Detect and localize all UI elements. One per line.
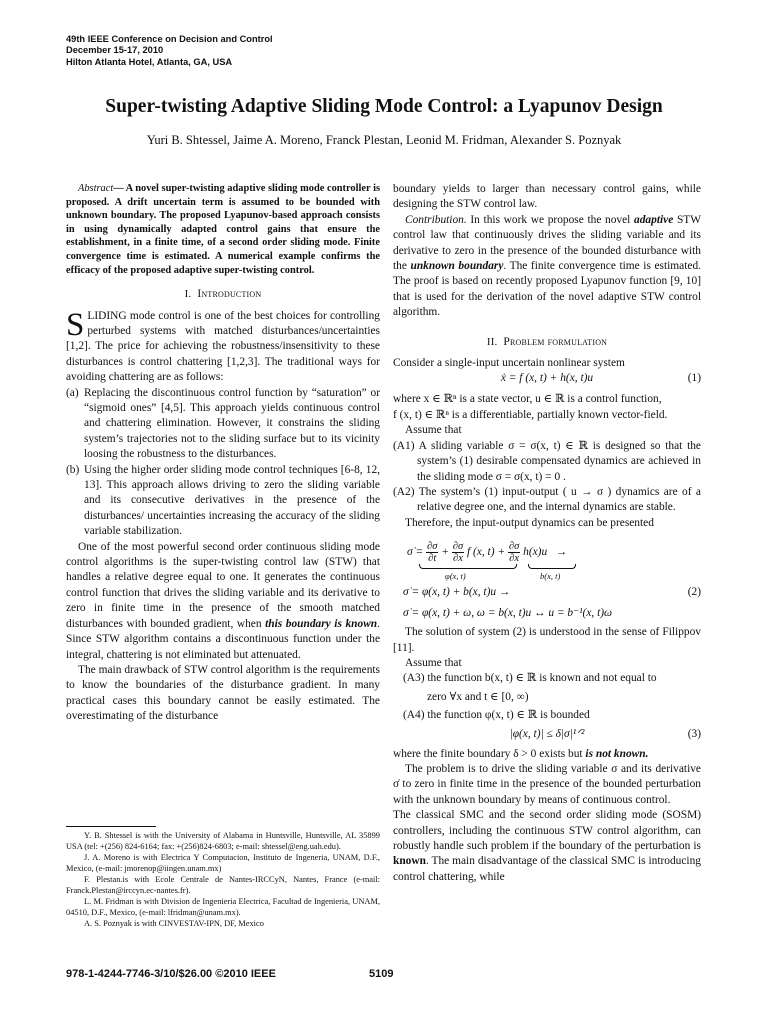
conference-header	[66, 34, 273, 68]
abstract-text: A novel super-twisting adaptive sliding mode controller is proposed. A drift uncertain term is assumed to be bounded with unknown boundary. The proposed Lyapunov-based approach consists in using dynamically adapted control gains that ensure the establishment, in a finite time, of a second order sliding mode. Finite convergence time is estimated. A numerical example confirms the efficacy of the proposed adaptive super-twisting control.	[66, 183, 380, 276]
where-line-1: where x ∈ ℝⁿ is a state vector, u ∈ ℝ is a control function,	[393, 393, 662, 406]
contribution-text-c: STW control law that continuously drives the sliding variable and its derivative to zero in the presence of the bounded disturbance with the	[393, 213, 701, 273]
footnote-plestan: F. Plestan.is with Ecole Centrale de Nantes-IRCCyN, Nantes, France (e-mail: Franck.Plestan@irccyn.ec-nantes.fr).	[66, 875, 380, 895]
fraction-dsigma-dt: $\frac{\partial\sigma}{\partial t}$	[427, 541, 438, 565]
equation-2-lhs: σ̇ =	[407, 546, 424, 559]
underbrace-b	[528, 564, 576, 569]
equation-2-body: σ̇ = φ(x, t) + b(x, t)u →	[403, 586, 511, 599]
section-title: Introduction	[197, 288, 262, 301]
footnote-shtessel: Y. B. Shtessel is with the University of Alabama in Huntsville, Huntsville, AL 35899 USA (tel: +(256) 824-6164; fax: +(256)824-6803; e-mail: shtessel@eng.uah.edu).	[66, 831, 380, 851]
section-heading-problem	[393, 335, 701, 350]
contribution-lead: Contribution.	[405, 213, 467, 226]
abstract-lead: Abstract	[78, 183, 114, 194]
footnote-poznyak: A. S. Poznyak is with CINVESTAV-IPN, DF, Mexico	[84, 919, 264, 928]
conference-venue: Hilton Atlanta Hotel, Atlanta, GA, USA	[66, 56, 233, 67]
equation-1-body: ẋ = f (x, t) + h(x, t)u	[500, 372, 594, 385]
underbrace-phi	[419, 564, 517, 569]
conference-dates: December 15-17, 2010	[66, 45, 164, 56]
equation-2-expanded-body: σ̇ = $\frac{\partial\sigma}{\partial t}$ + $\frac{\partial\sigma}{\partial x}$ f (x, t) + $\frac{\partial\sigma}{\partial x}$ h(x)u →	[407, 541, 568, 565]
contribution-emphasis-unknown: unknown boundary	[410, 260, 504, 273]
assumption-a3-line-1: (A3) the function b(x, t) ∈ ℝ is known and not equal to	[403, 672, 657, 685]
classical-emphasis-known: known	[393, 855, 426, 868]
underbrace-phi-label: φ(x, t)	[445, 571, 466, 582]
equation-1-number: (1)	[687, 372, 701, 385]
equation-3-body: |φ(x, t)| ≤ δ|σ|¹ᐟ²	[509, 727, 585, 740]
equation-3	[393, 727, 701, 744]
equation-3-number: (3)	[687, 727, 701, 740]
assume-2: Assume that	[405, 656, 462, 669]
intro-paragraph-1	[66, 306, 380, 386]
intro-paragraph-3: The main drawback of STW control algorithm is the requirements to know the boundaries of the disturbance gradient. In many practical cases this boundary cannot be easily estimated. The overestimating of the disturbance	[66, 663, 380, 723]
assumption-a1: (A1) A sliding variable σ = σ(x, t) ∈ ℝ is designed so that the system’s (1) desirable compensated dynamics are achieved in the sliding mode σ = σ(x, t) = 0 .	[393, 439, 701, 483]
solution-paragraph: The solution of system (2) is understood in the sense of Filippov [11].	[393, 626, 701, 654]
right-paragraph-1: boundary yields to larger than necessary control gains, while designing the STW control law.	[393, 183, 701, 211]
classical-text-c: . The main disadvantage of the classical SMC is introducing control chattering, while	[393, 855, 701, 883]
where-boundary-line	[393, 747, 701, 762]
contribution-emphasis-adaptive: adaptive	[634, 213, 674, 226]
paper-title: Super-twisting Adaptive Sliding Mode Control: a Lyapunov Design	[105, 96, 663, 117]
problem-paragraph: The problem is to drive the sliding variable σ and its derivative σ̇ to zero in finite time in the presence of the bounded perturbation with the unknown boundary by means of continuous control.	[393, 762, 701, 806]
where-boundary-text: where the finite boundary δ > 0 exists but	[393, 747, 586, 760]
fraction-dsigma-dx-2: $\frac{\partial\sigma}{\partial x}$	[508, 541, 520, 565]
intro-p1-text: LIDING mode control is one of the best choices for controlling perturbed systems with matched disturbances/uncertainties [1,2]. The price for achieving the robustness/insensitivity to these disturbances is control chattering [1,2,3]. The traditional ways for avoiding chattering are as follows:	[66, 309, 380, 384]
assumption-a4: (A4) the function φ(x, t) ∈ ℝ is bounded	[403, 709, 590, 722]
section-number: I.	[184, 288, 192, 301]
footnote-rule	[66, 826, 156, 827]
list-label-b: (b)	[66, 463, 80, 476]
paper-authors: Yuri B. Shtessel, Jaime A. Moreno, Franck Plestan, Leonid M. Fridman, Alexander S. Poznyak	[146, 133, 622, 147]
intro-p2-emphasis: this boundary is known	[265, 617, 378, 630]
equation-2-omega-body: σ̇ = φ(x, t) + ω, ω = b(x, t)u ↔ u = b⁻¹(x, t)ω	[403, 607, 613, 620]
section-title: Problem formulation	[503, 335, 608, 348]
therefore-line: Therefore, the input-output dynamics can be presented	[405, 516, 654, 529]
classical-paragraph	[393, 808, 701, 885]
intro-p2-text-c: . Since STW algorithm contains a discontinuous function under the integral, chattering is not eliminated but attenuated.	[66, 617, 380, 661]
list-item-b	[66, 463, 380, 540]
classical-text-a: The classical SMC and the second order sliding mode (SOSM) controllers, including the continuous STW control algorithm, can robustly handle such problem if the boundary of the perturbation is	[393, 809, 701, 852]
assume-1: Assume that	[405, 424, 462, 437]
where-boundary-emphasis: is not known.	[585, 747, 649, 760]
abstract	[66, 182, 380, 277]
footer-page-number: 5109	[369, 968, 394, 980]
assumption-a2: (A2) The system’s (1) input-output ( u → σ ) dynamics are of a relative degree one, and the internal dynamics are stable.	[393, 485, 701, 514]
conference-name: 49th IEEE Conference on Decision and Control	[66, 34, 273, 44]
right-column	[393, 182, 701, 885]
author-footnotes	[66, 826, 380, 929]
left-column	[66, 182, 380, 725]
intro-p2-text-a: One of the most powerful second order continuous sliding mode control algorithms is the super-twisting control law (STW) that handles a relative degree equal to one. It generates the continuous control function that drives the sliding variable and its derivative to zero in finite time in the presence of the smooth matched disturbances with bounded gradient, when	[66, 540, 380, 630]
footnote-moreno: J. A. Moreno is with Electrica Y Computacion, Instituto de Ingeneria, UNAM, D.F., Mexico, (e-mail: jmorenop@iingen.unam.mx)	[66, 853, 380, 873]
equation-2-number: (2)	[687, 586, 701, 599]
list-label-a: (a)	[66, 386, 79, 399]
underbrace-b-label: b(x, t)	[540, 571, 561, 582]
abstract-dash: —	[113, 183, 126, 194]
equation-2-expanded	[393, 531, 701, 582]
contribution-text-e: . The finite convergence time is estimated. The proof is based on recently proposed Lyapunov function [9, 10] that is used for the derivation of the novel adaptive STW control algorithm.	[393, 260, 701, 319]
section-heading-introduction	[66, 287, 380, 302]
where-line-2: f (x, t) ∈ ℝⁿ is a differentiable, partially known vector-field.	[393, 408, 668, 421]
list-text-a: Replacing the discontinuous control function by “saturation” or “sigmoid ones” [4,5]. This approach yields continuous control and chattering elimination. However, it constrains the sliding system’s trajectories not to the sliding surface but to its vicinity loosing the robustness to the disturbances.	[84, 386, 380, 461]
contribution-paragraph	[393, 213, 701, 321]
intro-paragraph-2	[66, 540, 380, 663]
equation-1	[393, 371, 701, 388]
consider-line: Consider a single-input uncertain nonlinear system	[393, 357, 625, 370]
contribution-text-a: In this work we propose the novel	[466, 213, 635, 226]
list-item-a	[66, 386, 380, 463]
footnote-fridman: L. M. Fridman is with Division de Ingenieria Electrica, Facultad de Ingenieria, UNAM, 04510, D.F., Mexico, (e-mail: lfridman@unam.mx).	[66, 897, 380, 917]
assumption-a3-line-2: zero ∀x and t ∈ [0, ∞)	[427, 690, 529, 703]
equation-2	[393, 585, 701, 602]
list-text-b: Using the higher order sliding mode control techniques [6-8, 12, 13]. This approach allows driving to zero the sliding variable and its consecutive derivatives in the presence of the disturbances/ uncertainties increasing the accuracy of the sliding variable stabilization.	[84, 463, 380, 538]
fraction-dsigma-dx: $\frac{\partial\sigma}{\partial x}$	[452, 541, 464, 565]
section-number: II.	[486, 335, 498, 348]
equation-2-omega	[393, 606, 701, 623]
drop-cap: S	[66, 306, 85, 343]
footer-isbn: 978-1-4244-7746-3/10/$26.00 ©2010 IEEE	[66, 968, 276, 980]
